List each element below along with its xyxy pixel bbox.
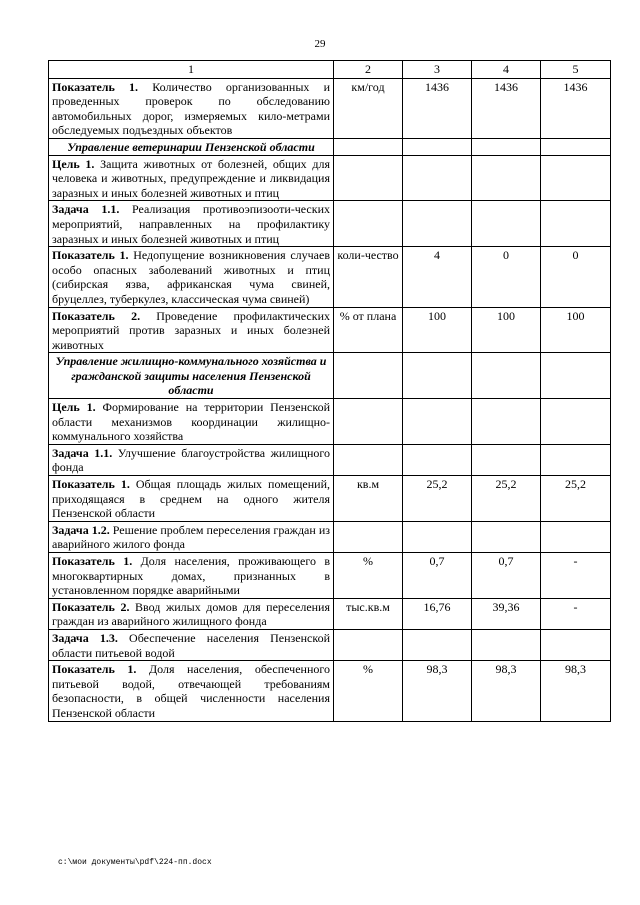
indicator-label: Показатель 1. <box>52 79 139 94</box>
indicator-label: Показатель 1. <box>52 662 137 677</box>
description-text: Недопущение возникновения случаев особо опасных заболеваний животных и птиц (сибирская язва, африканская чума свиней, бруцеллез, туберкулез, классическая чума свиней) <box>52 248 330 306</box>
description-cell <box>49 353 334 399</box>
header-col-4: 4 <box>472 61 541 79</box>
unit-cell <box>334 521 403 552</box>
table-row <box>49 521 611 552</box>
description-cell <box>49 201 334 247</box>
table-row <box>49 553 611 599</box>
indicator-label: Показатель 1. <box>52 248 129 263</box>
description-cell <box>49 138 334 155</box>
description-cell <box>49 155 334 201</box>
description-text: Ввод жилых домов для переселения граждан из аварийного жилищного фонда <box>52 599 331 629</box>
description-cell <box>49 661 334 721</box>
section-row <box>49 353 611 399</box>
table-row <box>49 629 611 660</box>
table-row <box>49 155 611 201</box>
description-text: Доля населения, обеспеченного питьевой водой, отвечающей требованиям безопасности, в общей численности населения Пензенской области <box>52 662 330 720</box>
value-col-5 <box>541 521 611 552</box>
value-col-4: 25,2 <box>472 476 541 522</box>
description-text: Решение проблем переселения граждан из аварийного жилого фонда <box>52 522 330 552</box>
unit-cell: коли-чество <box>334 247 403 307</box>
table-row <box>49 598 611 629</box>
value-col-4 <box>472 521 541 552</box>
value-col-5: 1436 <box>541 78 611 138</box>
table-row <box>49 307 611 353</box>
value-col-4 <box>472 155 541 201</box>
value-col-3: 0,7 <box>403 553 472 599</box>
description-cell <box>49 444 334 475</box>
description-cell <box>49 399 334 445</box>
description-text: Обеспечение населения Пензенской области питьевой водой <box>52 630 330 660</box>
indicators-table <box>48 60 611 722</box>
description-text: Общая площадь жилых помещений, приходящаяся в среднем на одного жителя Пензенской области <box>52 477 330 521</box>
description-cell <box>49 629 334 660</box>
value-col-5 <box>541 155 611 201</box>
value-col-4: 39,36 <box>472 598 541 629</box>
value-col-3: 4 <box>403 247 472 307</box>
value-col-3 <box>403 201 472 247</box>
unit-cell: % <box>334 661 403 721</box>
table-row <box>49 201 611 247</box>
page-number: 29 <box>314 38 326 50</box>
header-col-5: 5 <box>541 61 611 79</box>
value-col-4 <box>472 353 541 399</box>
description-text: Защита животных от болезней, общих для человека и животных, предупреждение и ликвидация заразных и иных болезней животных и птиц <box>52 156 330 200</box>
value-col-3: 100 <box>403 307 472 353</box>
indicator-label: Показатель 2. <box>52 308 141 323</box>
unit-cell <box>334 399 403 445</box>
table-body <box>49 78 611 721</box>
value-col-5: 25,2 <box>541 476 611 522</box>
goal-label: Цель 1. <box>52 400 96 415</box>
table-row <box>49 661 611 721</box>
description-cell <box>49 553 334 599</box>
description-text: Проведение профилактических мероприятий против заразных и иных болезней животных <box>52 308 330 352</box>
unit-cell <box>334 629 403 660</box>
value-col-4: 0,7 <box>472 553 541 599</box>
value-col-3 <box>403 521 472 552</box>
goal-label: Цель 1. <box>52 156 95 171</box>
value-col-5 <box>541 444 611 475</box>
description-cell <box>49 307 334 353</box>
value-col-4 <box>472 201 541 247</box>
value-col-4: 1436 <box>472 78 541 138</box>
value-col-3 <box>403 629 472 660</box>
value-col-5 <box>541 138 611 155</box>
unit-cell: % <box>334 553 403 599</box>
value-col-4 <box>472 444 541 475</box>
indicator-label: Показатель 2. <box>52 599 130 614</box>
header-row <box>49 61 611 79</box>
table-row <box>49 476 611 522</box>
description-text: Количество организованных и проведенных проверок по обследованию автомобильных дорог, измеряемых кило-метрами обследуемых подъездных объектов <box>52 79 330 138</box>
description-text: Доля населения, проживающего в многоквартирных домах, признанных в установленном порядке аварийными <box>52 554 330 598</box>
value-col-3: 25,2 <box>403 476 472 522</box>
section-title: Управление жилищно-коммунального хозяйства и гражданской защиты населения Пензенской области <box>55 354 327 398</box>
value-col-5: - <box>541 553 611 599</box>
description-cell <box>49 247 334 307</box>
unit-cell <box>334 201 403 247</box>
value-col-4 <box>472 629 541 660</box>
description-cell <box>49 521 334 552</box>
value-col-5: 98,3 <box>541 661 611 721</box>
section-row <box>49 138 611 155</box>
value-col-3 <box>403 399 472 445</box>
value-col-4: 98,3 <box>472 661 541 721</box>
value-col-5: 0 <box>541 247 611 307</box>
unit-cell: тыс.кв.м <box>334 598 403 629</box>
value-col-3 <box>403 353 472 399</box>
task-label: Задача 1.1. <box>52 202 120 217</box>
description-text: Реализация противоэпизооти-ческих мероприятий, направленных на профилактику заразных и иных болезней животных и птиц <box>52 202 330 246</box>
value-col-3: 98,3 <box>403 661 472 721</box>
value-col-4 <box>472 399 541 445</box>
unit-cell: км/год <box>334 78 403 138</box>
value-col-5 <box>541 399 611 445</box>
header-col-3: 3 <box>403 61 472 79</box>
value-col-3: 16,76 <box>403 598 472 629</box>
value-col-3: 1436 <box>403 78 472 138</box>
value-col-5: - <box>541 598 611 629</box>
description-cell <box>49 476 334 522</box>
value-col-5 <box>541 629 611 660</box>
value-col-3 <box>403 444 472 475</box>
unit-cell <box>334 444 403 475</box>
unit-cell: кв.м <box>334 476 403 522</box>
unit-cell <box>334 138 403 155</box>
description-cell <box>49 598 334 629</box>
description-cell <box>49 78 334 138</box>
description-text: Формирование на территории Пензенской области механизмов координации жилищно-коммунального хозяйства <box>52 400 331 444</box>
task-label: Задача 1.1. <box>52 445 113 460</box>
table-row <box>49 444 611 475</box>
indicator-label: Показатель 1. <box>52 554 133 568</box>
value-col-5: 100 <box>541 307 611 353</box>
unit-cell <box>334 353 403 399</box>
value-col-4 <box>472 138 541 155</box>
value-col-4: 100 <box>472 307 541 353</box>
header-col-1: 1 <box>49 61 334 79</box>
task-label: Задача 1.2. <box>52 522 110 537</box>
description-text: Улучшение благоустройства жилищного фонда <box>52 445 330 475</box>
value-col-3 <box>403 138 472 155</box>
value-col-5 <box>541 201 611 247</box>
task-label: Задача 1.3. <box>52 630 118 645</box>
indicator-label: Показатель 1. <box>52 477 130 492</box>
section-title: Управление ветеринарии Пензенской области <box>67 139 315 154</box>
table-row <box>49 247 611 307</box>
value-col-3 <box>403 155 472 201</box>
file-path-footer: c:\мои документы\pdf\224-пп.docx <box>58 858 212 867</box>
unit-cell: % от плана <box>334 307 403 353</box>
table-row <box>49 399 611 445</box>
value-col-4: 0 <box>472 247 541 307</box>
table-row <box>49 78 611 138</box>
value-col-5 <box>541 353 611 399</box>
header-col-2: 2 <box>334 61 403 79</box>
unit-cell <box>334 155 403 201</box>
